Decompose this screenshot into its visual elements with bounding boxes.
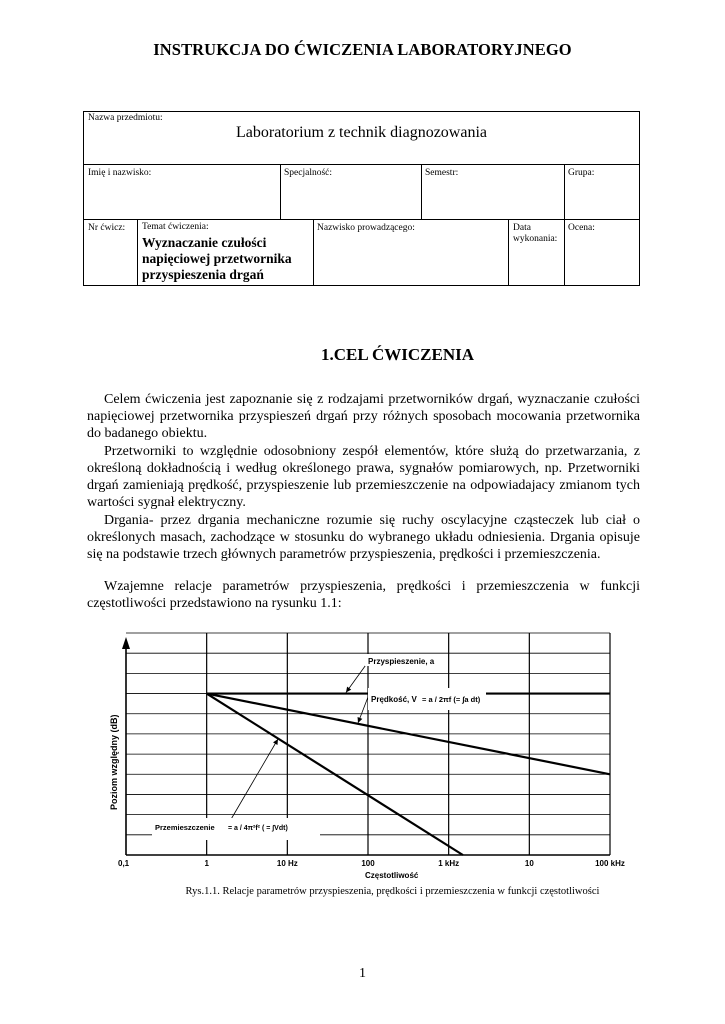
- label-velocity-formula: = a / 2πf (= ∫a dt): [422, 695, 481, 704]
- group-label: Grupa:: [568, 168, 595, 178]
- leader-acceleration: [346, 662, 368, 693]
- y-axis-label: Poziom względny (dB): [109, 714, 119, 810]
- section-heading: 1.CEL ĆWICZENIA: [320, 345, 475, 364]
- figure-caption: Rys.1.1. Relacje parametrów przyspieszenia, prędkości i przemieszczenia w funkcji częstotliwości: [185, 886, 600, 897]
- x-tick-label: 100: [361, 859, 375, 868]
- instructor-label: Nazwisko prowadzącego:: [317, 223, 415, 233]
- x-tick-label: 1: [204, 859, 209, 868]
- label-velocity: Prędkość, V: [371, 695, 417, 704]
- leader-displacement: [230, 739, 278, 821]
- label-displacement: Przemieszczenie: [155, 823, 215, 832]
- form-divider: [421, 164, 422, 220]
- x-tick-label: 10: [524, 859, 534, 868]
- form-divider: [564, 164, 565, 220]
- leader-acceleration-arrow: [346, 687, 351, 693]
- x-tick-label: 100 kHz: [595, 859, 625, 868]
- frequency-response-chart: [100, 625, 630, 880]
- page-number: 1: [359, 966, 366, 981]
- grade-label: Ocena:: [568, 223, 595, 233]
- label-acceleration: Przyspieszenie, a: [368, 657, 435, 666]
- form-divider: [313, 219, 314, 286]
- specialty-label: Specjalność:: [284, 168, 333, 178]
- x-axis-label: Częstotliwość: [365, 871, 419, 880]
- topic-label: Temat ćwiczenia:: [142, 222, 209, 232]
- exercise-number-label: Nr ćwicz:: [88, 223, 126, 233]
- header-form: [83, 111, 640, 286]
- date-label: Data wykonania:: [513, 223, 558, 244]
- semester-label: Semestr:: [425, 168, 459, 178]
- chart-annotations: [109, 654, 486, 880]
- subject-value: Laboratorium z technik diagnozowania: [235, 124, 487, 141]
- label-displacement-formula: = a / 4π²f² ( = ∫Vdt): [228, 825, 288, 832]
- topic-value: Wyznaczanie czułości napięciowej przetwornika przyspieszenia drgań: [142, 235, 292, 282]
- form-divider: [564, 219, 565, 286]
- name-label: Imię i nazwisko:: [88, 168, 152, 178]
- paragraph-3: Drgania- przez drgania mechaniczne rozumie się ruchy oscylacyjne cząsteczek lub ciał o określonych masach, zachodzące w stosunku do wybranego układu odniesienia. Drgania opisuje się na podstawie trzech głównych parametrów przyspieszenia, prędkości i przemieszczenia.: [87, 513, 640, 563]
- form-divider: [84, 219, 639, 220]
- leader-displacement-arrow: [273, 739, 278, 745]
- document-title: INSTRUKCJA DO ĆWICZENIA LABORATORYJNEGO: [153, 40, 572, 59]
- form-divider: [508, 219, 509, 286]
- form-divider: [137, 219, 138, 286]
- x-tick-label: 1 kHz: [438, 859, 460, 868]
- chart-ticks: [118, 859, 625, 868]
- paragraph-1: Celem ćwiczenia jest zapoznanie się z rodzajami przetworników drgań, wyznaczanie czułości napięciowej przetwornika przyspieszeń drgań przy różnych sposobach mocowania przetwornika do badanego obiektu.: [87, 392, 640, 442]
- paragraph-4: Wzajemne relacje parametrów przyspieszenia, prędkości i przemieszczenia w funkcji częstotliwości przedstawiono na rysunku 1.1:: [87, 579, 640, 612]
- form-divider: [84, 164, 639, 165]
- subject-label: Nazwa przedmiotu:: [88, 113, 163, 123]
- form-divider: [280, 164, 281, 220]
- x-tick-label: 10 Hz: [276, 859, 298, 868]
- x-tick-label: 0,1: [118, 859, 130, 868]
- topic-cell: [142, 222, 310, 283]
- y-axis-arrow: [122, 637, 130, 649]
- paragraph-2: Przetworniki to względnie odosobniony zespół elementów, które służą do przetwarzania, z określoną dokładnością i według określonego prawa, sygnałów pomiarowych, np. Przetworniki drgań zamieniają prędkość, przyspieszenie lub przemieszczenie na odpowiadajacy zmianom tych wartości sygnał elektryczny.: [87, 444, 640, 511]
